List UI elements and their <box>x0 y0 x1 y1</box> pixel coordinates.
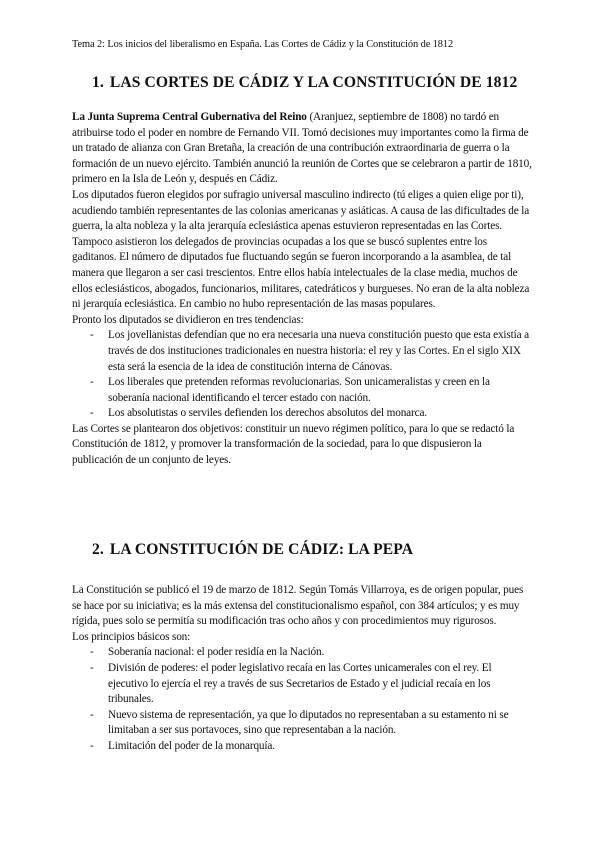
list-item <box>72 708 532 739</box>
list-item <box>72 375 532 406</box>
list-item-text: División de poderes: el poder legislativo recaía en las Cortes unicamerales con el rey. El ejecutivo lo ejercía el rey a través de sus Secretarios de Estado y el judicial recaía en los tribunales. <box>108 661 492 706</box>
junta-name: La Junta Suprema Central Gubernativa del Reino <box>72 111 307 123</box>
dash-marker: - <box>90 708 94 721</box>
list-item-text: Los absolutistas o serviles defienden los derechos absolutos del monarca. <box>108 407 427 420</box>
section-2-body <box>72 583 532 755</box>
dash-marker: - <box>90 661 94 674</box>
list-item-text: Limitación del poder de la monarquía. <box>108 739 275 752</box>
list-item-text: Nuevo sistema de representación, ya que lo diputados no representaban a su estamento ni se limitaban a ser sus portavoces, sino que representaban a la nación. <box>108 708 509 737</box>
list-item-text: Soberanía nacional: el poder residía en la Nación. <box>108 646 325 659</box>
section-2-title: LA CONSTITUCIÓN DE CÁDIZ: LA PEPA <box>109 541 414 558</box>
list-item <box>72 406 532 422</box>
dash-marker: - <box>90 376 94 389</box>
tendencias-list <box>72 328 532 422</box>
paragraph-objetivos: Las Cortes se plantearon dos objetivos: constituir un nuevo régimen político, para lo que se redactó la Constitución de 1812, y promover la transformación de la sociedad, para lo que dispusieron la publicación de un conjunto de leyes. <box>72 422 515 467</box>
section-1-heading <box>92 74 517 92</box>
section-2-number: 2. <box>92 541 104 558</box>
list-item <box>72 645 532 661</box>
dash-marker: - <box>90 739 94 752</box>
page-header: Tema 2: Los inicios del liberalismo en España. Las Cortes de Cádiz y la Constitución de 1812 <box>72 39 454 50</box>
paragraph-constitucion: La Constitución se publicó el 19 de marzo de 1812. Según Tomás Villarroya, es de origen popular, pues se hace por su iniciativa; es la más extensa del constitucionalismo español, con 384 artículos; y es muy rígida, pues solo se permitía su modificación tras ocho años y con procedimientos muy rigurosos. <box>72 584 524 628</box>
dash-marker: - <box>90 646 94 659</box>
section-2-heading <box>92 541 413 559</box>
list-item-text: Los liberales que pretenden reformas revolucionarias. Son unicameralistas y creen en la soberanía nacional identificando el tercer estado con nación. <box>108 376 490 404</box>
section-1-body <box>72 110 532 469</box>
dash-marker: - <box>90 407 94 420</box>
principios-list <box>72 645 532 754</box>
paragraph-principios-intro: Los principios básicos son: <box>72 630 191 643</box>
paragraph-junta <box>72 110 532 188</box>
paragraph-diputados: Los diputados fueron elegidos por sufragio universal masculino indirecto (tú eliges a quien elige por ti), acudiendo también representantes de las colonias americanas y asiáticas. A causa de las dificultades de la guerra, la alta nobleza y la alta jerarquía eclesiástica apenas estuvieron representadas en las Cortes. Tampoco asistieron los delegados de provincias ocupadas a los que se buscó suplentes entre los gaditanos. El número de diputados fue fluctuando según se fueron incorporando a la asamblea, de tal manera que llegaron a ser casi trescientos. Entre ellos había intelectuales de la clase media, muchos de ellos eclesiásticos, abogados, funcionarios, militares, catedráticos y burgueses. No eran de la alta nobleza ni jerarquía eclesiástica. En cambio no hubo representación de las masas populares. <box>72 188 530 311</box>
dash-marker: - <box>90 329 94 342</box>
paragraph-tendencias-intro: Pronto los diputados se dividieron en tres tendencias: <box>72 313 304 326</box>
list-item <box>72 661 532 708</box>
list-item <box>72 328 532 375</box>
junta-text: (Aranjuez, septiembre de 1808) no tardó en atribuirse todo el poder en nombre de Fernando VII. Tomó decisiones muy importantes como la firma de un tratado de alianza con Gran Bretaña, la creación de una contribución extraordinaria de guerra o la formación de un nuevo ejército. También anunció la reunión de Cortes que se celebraron a partir de 1810, primero en la Isla de León y, después en Cádiz. <box>72 111 532 186</box>
section-1-title: LAS CORTES DE CÁDIZ Y LA CONSTITUCIÓN DE 1812 <box>109 74 518 91</box>
section-1-number: 1. <box>92 74 104 91</box>
list-item <box>72 739 532 755</box>
list-item-text: Los jovellanistas defendían que no era necesaria una nueva constitución puesto que esta existía a través de dos instituciones tradicionales en nuestra historia: el rey y las Cortes. En el siglo XIX esta será la esencia de la idea de constitución interna de Cánovas. <box>108 329 529 373</box>
